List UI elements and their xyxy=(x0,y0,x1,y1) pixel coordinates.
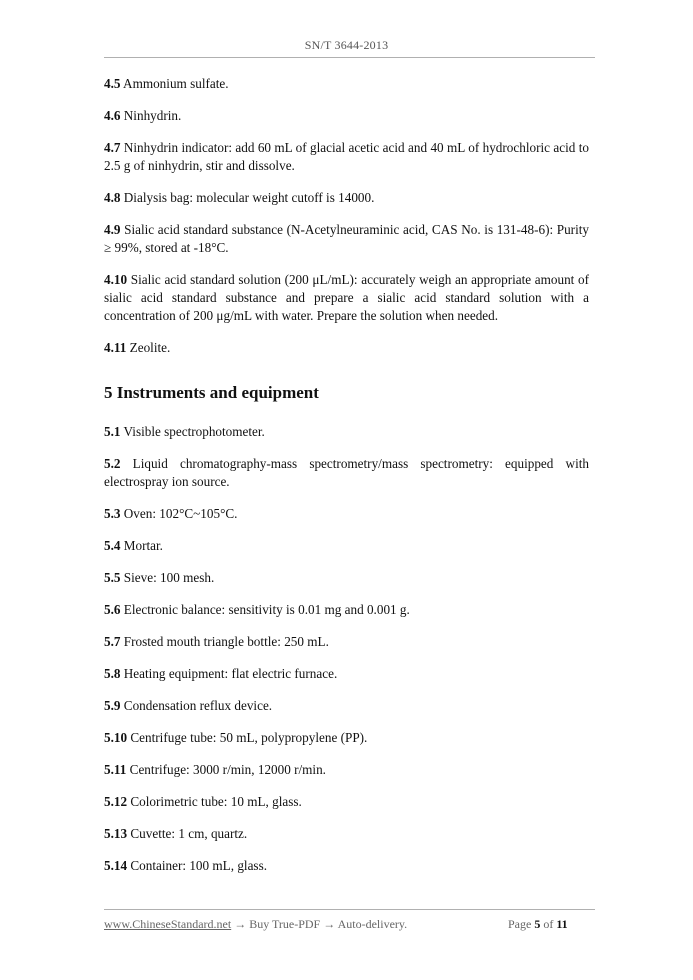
list-item xyxy=(104,729,589,747)
list-item xyxy=(104,793,589,811)
list-item xyxy=(104,633,589,651)
page-indicator xyxy=(508,917,568,932)
auto-delivery-text: Auto-delivery. xyxy=(335,917,408,931)
item-number: 4.6 xyxy=(104,108,121,123)
buy-pdf-text: Buy True-PDF xyxy=(246,917,324,931)
page-header-title: SN/T 3644-2013 xyxy=(304,38,389,52)
item-number: 4.10 xyxy=(104,272,128,287)
item-text: Frosted mouth triangle bottle: 250 mL. xyxy=(120,634,329,649)
item-number: 4.9 xyxy=(104,222,121,237)
arrow-icon: → xyxy=(234,917,247,931)
item-text: Ninhydrin indicator: add 60 mL of glacial acetic acid and 40 mL of hydrochloric acid to 2.5 g of ninhydrin, stir and dissolve. xyxy=(104,140,589,173)
list-item xyxy=(104,339,589,357)
item-text: Sialic acid standard solution (200 μL/mL): accurately weigh an appropriate amount of sialic acid standard substance and prepare a sialic acid standard solution with a concentration of 200 μg/mL with water. Prepare the solution when needed. xyxy=(104,272,589,323)
list-item xyxy=(104,825,589,843)
list-item xyxy=(104,697,589,715)
list-item xyxy=(104,271,589,325)
item-text: Oven: 102°C~105°C. xyxy=(120,506,238,521)
item-text: Visible spectrophotometer. xyxy=(120,424,265,439)
list-item xyxy=(104,857,589,875)
item-number: 5.10 xyxy=(104,730,128,745)
list-item xyxy=(104,107,589,125)
list-item xyxy=(104,75,589,93)
item-number: 5.8 xyxy=(104,666,121,681)
item-number: 5.1 xyxy=(104,424,121,439)
item-text: Liquid chromatography-mass spectrometry/mass spectrometry: equipped with electrospray ion source. xyxy=(104,456,589,489)
item-text: Centrifuge: 3000 r/min, 12000 r/min. xyxy=(126,762,326,777)
item-number: 5.7 xyxy=(104,634,121,649)
item-text: Heating equipment: flat electric furnace. xyxy=(120,666,338,681)
list-item xyxy=(104,665,589,683)
list-item xyxy=(104,761,589,779)
item-number: 5.11 xyxy=(104,762,127,777)
item-number: 5.6 xyxy=(104,602,121,617)
document-body xyxy=(104,75,589,889)
item-number: 5.2 xyxy=(104,456,121,471)
page-label: Page xyxy=(508,917,535,931)
item-text: Ninhydrin. xyxy=(120,108,182,123)
item-text: Zeolite. xyxy=(126,340,171,355)
item-number: 4.11 xyxy=(104,340,127,355)
item-text: Sieve: 100 mesh. xyxy=(120,570,215,585)
item-text: Colorimetric tube: 10 mL, glass. xyxy=(127,794,302,809)
item-number: 5.4 xyxy=(104,538,121,553)
item-number: 5.13 xyxy=(104,826,128,841)
page-total: 11 xyxy=(556,917,568,931)
page-number: 5 xyxy=(534,917,541,931)
of-label: of xyxy=(540,917,557,931)
arrow-icon: → xyxy=(323,917,336,931)
item-text: Mortar. xyxy=(120,538,163,553)
section-heading: 5 Instruments and equipment xyxy=(104,383,319,402)
item-text: Cuvette: 1 cm, quartz. xyxy=(127,826,248,841)
item-number: 5.5 xyxy=(104,570,121,585)
item-text: Sialic acid standard substance (N-Acetylneuraminic acid, CAS No. is 131-48-6): Purity ≥ 99%, stored at -18°C. xyxy=(104,222,589,255)
item-number: 4.7 xyxy=(104,140,121,155)
site-link[interactable]: www.ChineseStandard.net xyxy=(104,917,232,931)
item-text: Centrifuge tube: 50 mL, polypropylene (PP). xyxy=(127,730,368,745)
list-item xyxy=(104,189,589,207)
list-item xyxy=(104,221,589,257)
item-number: 4.5 xyxy=(104,76,121,91)
item-number: 5.3 xyxy=(104,506,121,521)
list-item xyxy=(104,505,589,523)
item-text: Container: 100 mL, glass. xyxy=(127,858,267,873)
list-item xyxy=(104,569,589,587)
header-divider xyxy=(104,57,595,58)
footer-links xyxy=(104,917,407,932)
item-text: Condensation reflux device. xyxy=(120,698,273,713)
item-number: 5.9 xyxy=(104,698,121,713)
list-item xyxy=(104,537,589,555)
list-item xyxy=(104,423,589,441)
item-number: 5.12 xyxy=(104,794,128,809)
item-text: Electronic balance: sensitivity is 0.01 mg and 0.001 g. xyxy=(120,602,410,617)
footer-divider xyxy=(104,909,595,910)
item-text: Dialysis bag: molecular weight cutoff is 14000. xyxy=(120,190,375,205)
list-item xyxy=(104,601,589,619)
item-number: 5.14 xyxy=(104,858,128,873)
list-item xyxy=(104,455,589,491)
item-text: Ammonium sulfate. xyxy=(120,76,229,91)
item-number: 4.8 xyxy=(104,190,121,205)
list-item xyxy=(104,139,589,175)
